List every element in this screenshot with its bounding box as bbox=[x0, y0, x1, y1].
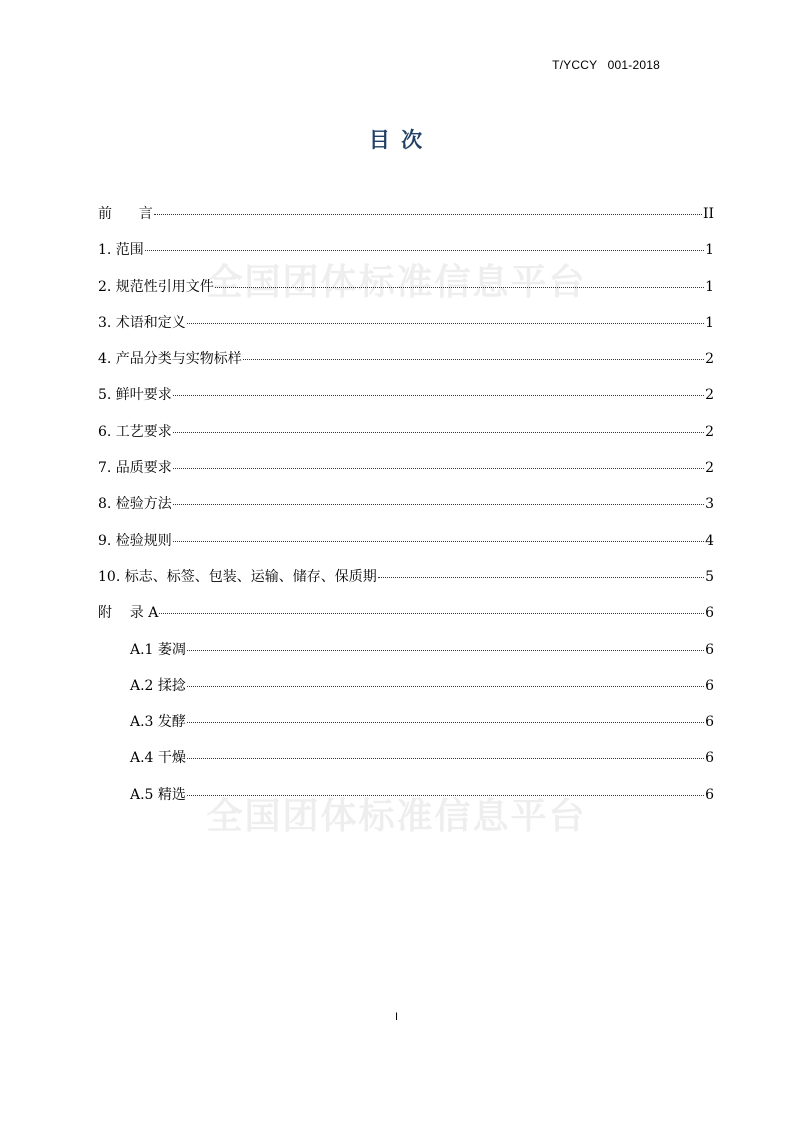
toc-entry-page: 2 bbox=[705, 351, 714, 368]
toc-leader-dots bbox=[187, 758, 704, 759]
toc-entry[interactable] bbox=[98, 711, 714, 747]
toc-entry-page: II bbox=[702, 206, 714, 222]
toc-entry-page: 6 bbox=[705, 714, 714, 731]
toc-entry-label: 1. 范围 bbox=[98, 242, 144, 259]
toc-entry-label: 4. 产品分类与实物标样 bbox=[98, 351, 242, 368]
toc-entry-page: 1 bbox=[705, 278, 714, 295]
toc-entry-label: 前 言 bbox=[98, 206, 153, 222]
toc-entry[interactable] bbox=[98, 276, 714, 312]
toc-leader-dots bbox=[187, 795, 704, 796]
toc-leader-dots bbox=[154, 214, 702, 215]
toc-entry-page: 3 bbox=[705, 496, 714, 513]
toc-entry[interactable] bbox=[98, 566, 714, 602]
toc-entry[interactable] bbox=[98, 602, 714, 638]
toc-entry-page: 6 bbox=[705, 750, 714, 767]
toc-entry-label: A.5 精选 bbox=[130, 786, 186, 803]
toc-entry[interactable] bbox=[98, 384, 714, 420]
toc-entry[interactable] bbox=[98, 203, 714, 239]
toc-entry[interactable] bbox=[98, 239, 714, 275]
toc-entry[interactable] bbox=[98, 457, 714, 493]
page-number: I bbox=[394, 1011, 399, 1023]
toc-entry-label: A.1 萎凋 bbox=[130, 641, 186, 658]
toc-entry-page: 2 bbox=[705, 460, 714, 477]
document-code: T/YCCY 001-2018 bbox=[552, 58, 660, 72]
toc-entry-label: 附 录 A bbox=[98, 605, 159, 622]
toc-entry-page: 4 bbox=[705, 532, 714, 549]
watermark: 全国团体标准信息平台 bbox=[206, 796, 587, 837]
toc-leader-dots bbox=[187, 686, 704, 687]
toc-leader-dots bbox=[378, 577, 704, 578]
toc-leader-dots bbox=[187, 323, 704, 324]
toc-entry-page: 2 bbox=[705, 387, 714, 404]
toc-entry-page: 6 bbox=[705, 605, 714, 622]
toc-entry[interactable] bbox=[98, 493, 714, 529]
toc-entry-label: A.2 揉捻 bbox=[130, 677, 186, 694]
toc-entry-label: 3. 术语和定义 bbox=[98, 314, 186, 331]
toc-leader-dots bbox=[243, 359, 704, 360]
toc-entry-page: 6 bbox=[705, 641, 714, 658]
toc-entry-page: 2 bbox=[705, 423, 714, 440]
toc-entry[interactable] bbox=[98, 784, 714, 820]
toc-entry-page: 1 bbox=[705, 242, 714, 259]
toc-leader-dots bbox=[173, 468, 704, 469]
toc-entry-label: A.4 干燥 bbox=[130, 750, 186, 767]
toc-entry-page: 6 bbox=[705, 677, 714, 694]
toc-leader-dots bbox=[215, 287, 704, 288]
toc-entry-label: 8. 检验方法 bbox=[98, 496, 172, 513]
toc-title: 目 次 bbox=[368, 128, 425, 152]
toc-entry[interactable] bbox=[98, 421, 714, 457]
toc-entry-page: 6 bbox=[705, 786, 714, 803]
toc-entry[interactable] bbox=[98, 530, 714, 566]
watermark: 全国团体标准信息平台 bbox=[206, 262, 587, 303]
toc-entry[interactable] bbox=[98, 639, 714, 675]
toc-entry[interactable] bbox=[98, 675, 714, 711]
toc-leader-dots bbox=[173, 541, 704, 542]
toc-leader-dots bbox=[173, 504, 704, 505]
table-of-contents bbox=[98, 203, 714, 820]
toc-entry-label: 5. 鲜叶要求 bbox=[98, 387, 172, 404]
toc-entry-page: 1 bbox=[705, 314, 714, 331]
toc-leader-dots bbox=[187, 722, 704, 723]
toc-entry-label: 6. 工艺要求 bbox=[98, 423, 172, 440]
toc-entry[interactable] bbox=[98, 747, 714, 783]
toc-entry-label: 10. 标志、标签、包装、运输、储存、保质期 bbox=[98, 568, 377, 585]
toc-leader-dots bbox=[145, 250, 704, 251]
toc-entry-label: 7. 品质要求 bbox=[98, 460, 172, 477]
toc-entry-page: 5 bbox=[705, 568, 714, 585]
toc-entry-label: A.3 发酵 bbox=[130, 714, 186, 731]
toc-entry-label: 9. 检验规则 bbox=[98, 532, 172, 549]
toc-leader-dots bbox=[159, 613, 704, 614]
toc-entry-label: 2. 规范性引用文件 bbox=[98, 278, 214, 295]
toc-leader-dots bbox=[173, 432, 704, 433]
toc-leader-dots bbox=[187, 650, 704, 651]
toc-entry[interactable] bbox=[98, 312, 714, 348]
toc-entry[interactable] bbox=[98, 348, 714, 384]
toc-leader-dots bbox=[173, 395, 704, 396]
